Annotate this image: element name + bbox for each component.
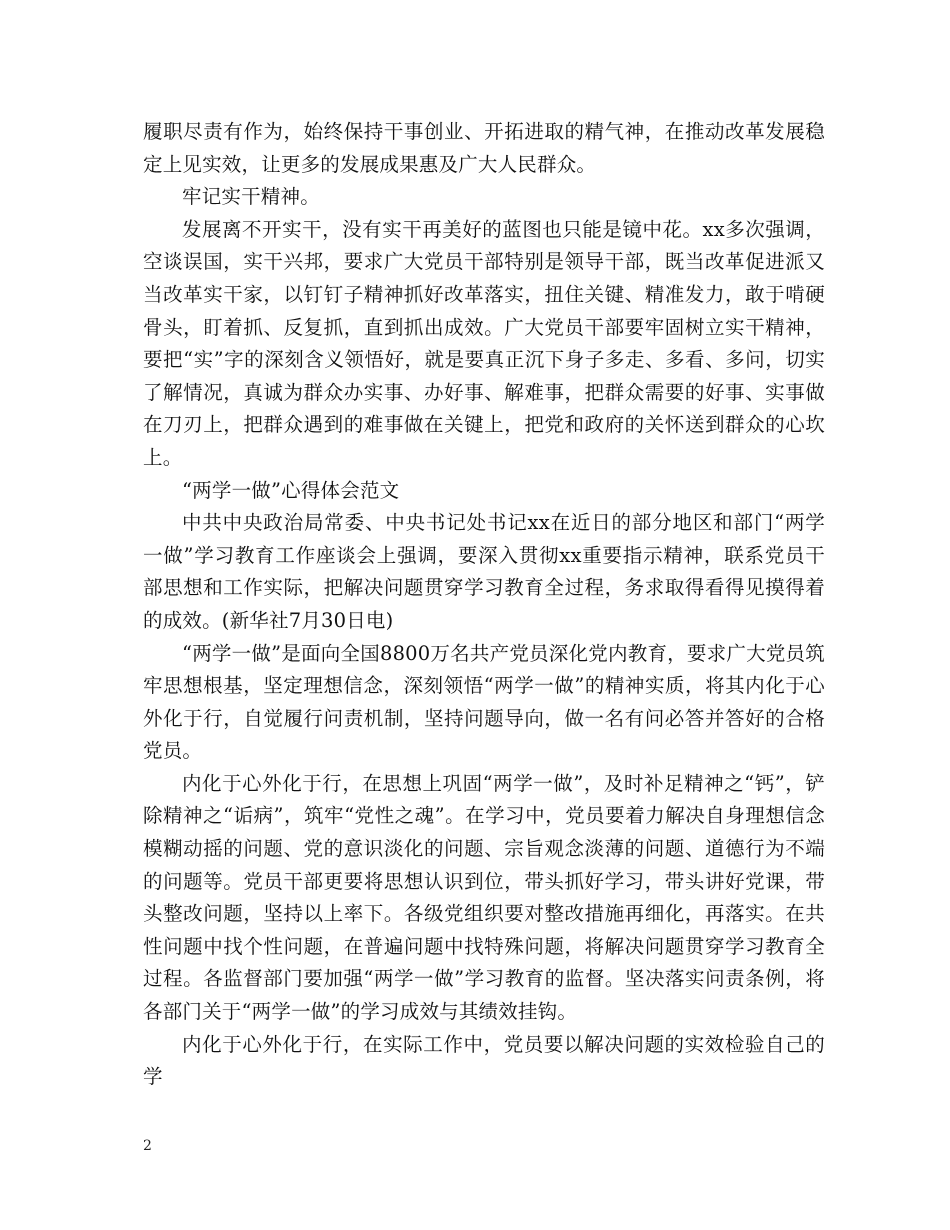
- paragraph-3: 发展离不开实干，没有实干再美好的蓝图也只能是镜中花。xx多次强调，空谈误国，实干兴邦，要求广大党员干部特别是领导干部，既当改革促进派又当改革实干家，以钉钉子精神抓好改革落实，扭住关键、精准发力，敢于啃硬骨头，盯着抓、反复抓，直到抓出成效。广大党员干部要牢固树立实干精神，要把“实”字的深刻含义领悟好，就是要真正沉下身子多走、多看、多问，切实了解情况，真诚为群众办实事、办好事、解难事，把群众需要的好事、实事做在刀刃上，把群众遇到的难事做在关键上，把党和政府的关怀送到群众的心坎上。: [143, 217, 825, 469]
- document-body: [143, 116, 825, 1094]
- page-number: 2: [143, 1138, 152, 1154]
- paragraph-1: 履职尽责有作为，始终保持干事创业、开拓进取的精气神，在推动改革发展稳定上见实效，让更多的发展成果惠及广大人民群众。: [143, 120, 825, 176]
- paragraph-4-heading: “两学一做”心得体会范文: [182, 478, 400, 502]
- paragraph-2: 牢记实干精神。: [182, 185, 320, 209]
- paragraph-6: “两学一做”是面向全国8800万名共产党员深化党内教育，要求广大党员筑牢思想根基，坚定理想信念，深刻领悟“两学一做”的精神实质，将其内化于心外化于行，自觉履行问责机制，坚持问题导向，做一名有问必答并答好的合格党员。: [143, 641, 825, 763]
- paragraph-7: 内化于心外化于行，在思想上巩固“两学一做”，及时补足精神之“钙”，铲除精神之“诟病”，筑牢“党性之魂”。在学习中，党员要着力解决自身理想信念模糊动摇的问题、党的意识淡化的问题、宗旨观念淡薄的问题、道德行为不端的问题等。党员干部更要将思想认识到位，带头抓好学习，带头讲好党课，带头整改问题，坚持以上率下。各级党组织要对整改措施再细化，再落实。在共性问题中找个性问题，在普遍问题中找特殊问题，将解决问题贯穿学习教育全过程。各监督部门要加强“两学一做”学习教育的监督。坚决落实问责条例，将各部门关于“两学一做”的学习成效与其绩效挂钩。: [143, 771, 825, 1024]
- paragraph-8: 内化于心外化于行，在实际工作中，党员要以解决问题的实效检验自己的学: [143, 1032, 825, 1089]
- paragraph-5: 中共中央政治局常委、中央书记处书记xx在近日的部分地区和部门“两学一做”学习教育工作座谈会上强调，要深入贯彻xx重要指示精神，联系党员干部思想和工作实际，把解决问题贯穿学习教育全过程，务求取得看得见摸得着的成效。(新华社7月30日电): [143, 511, 825, 632]
